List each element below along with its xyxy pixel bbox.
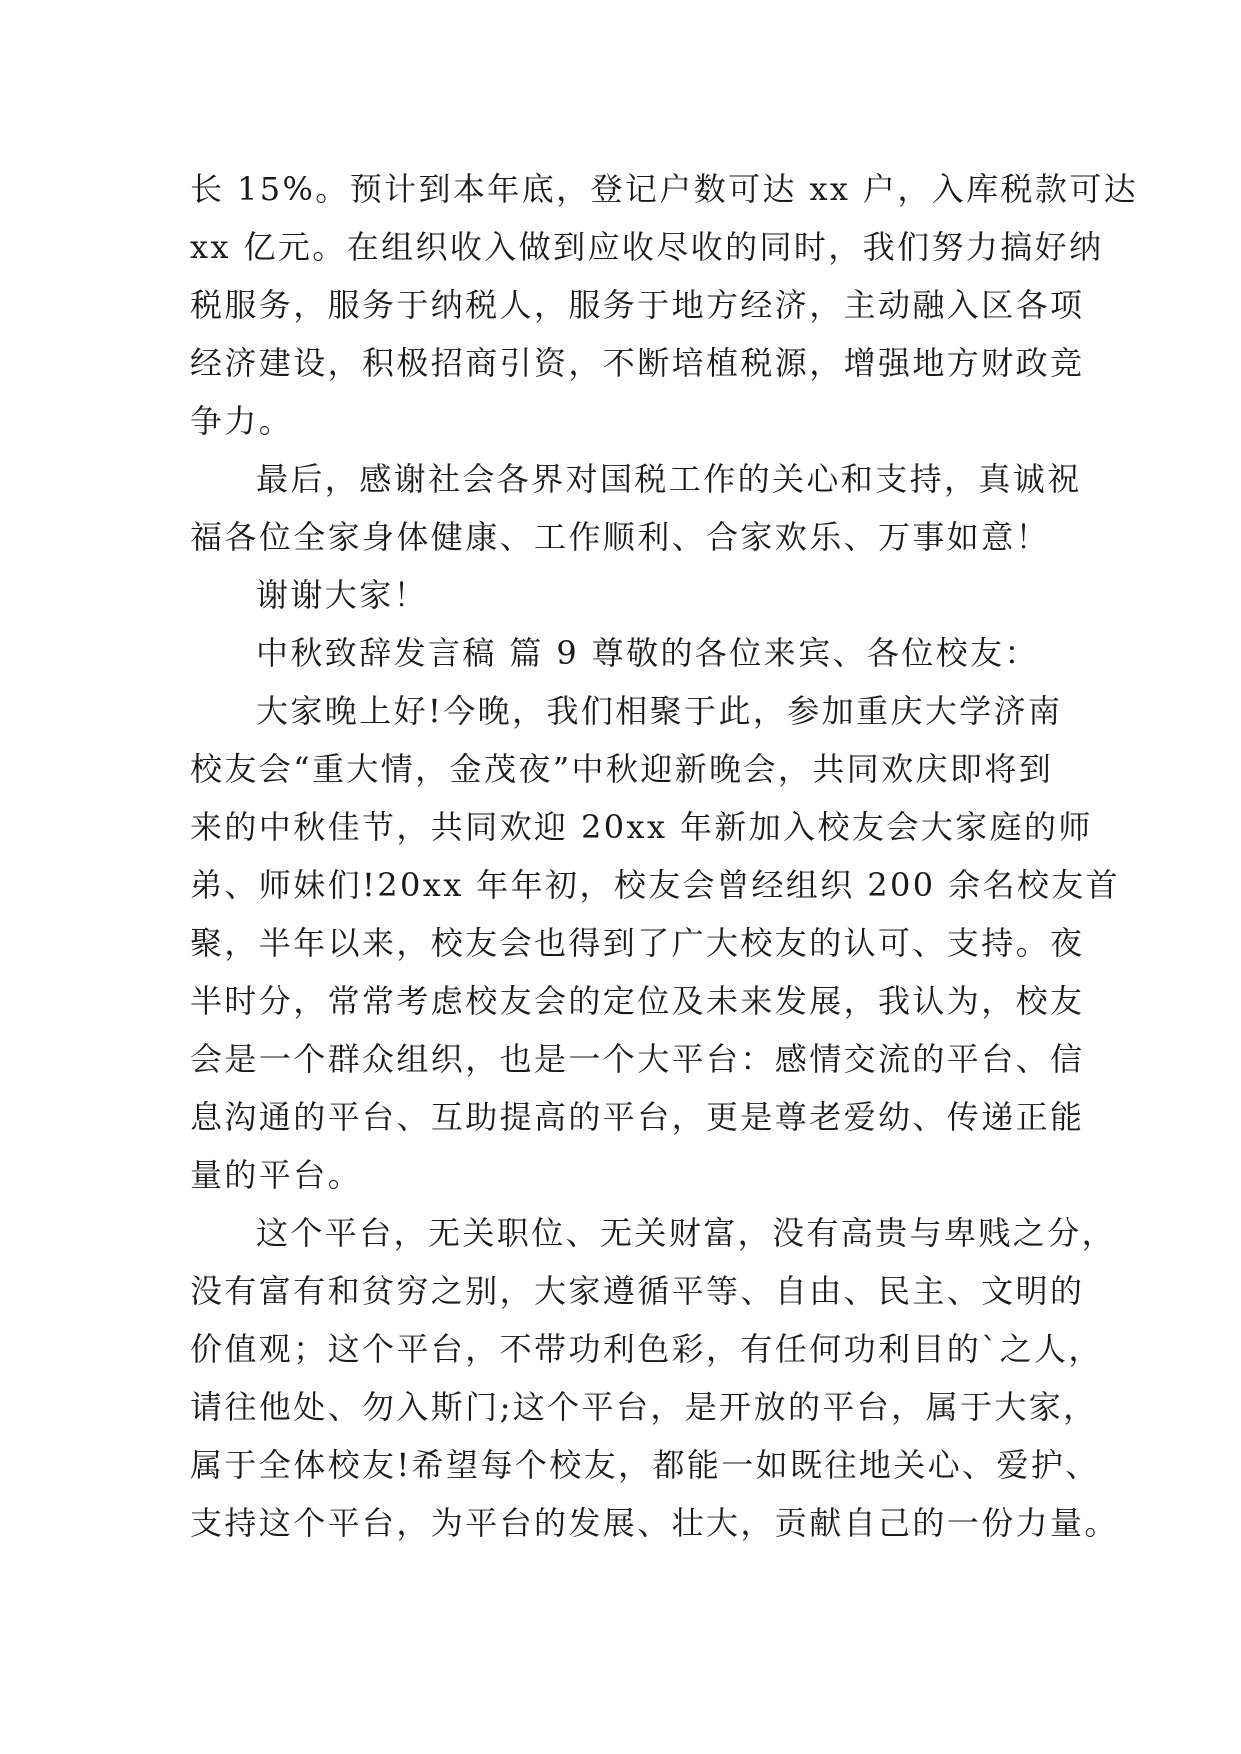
text-line: 最后，感谢社会各界对国税工作的关心和支持，真诚祝 [256,460,1082,498]
text-line: 会是一个群众组织，也是一个大平台：感情交流的平台、信 [190,1040,1085,1078]
document-body [190,160,1139,1552]
text-line: 息沟通的平台、互助提高的平台，更是尊老爱幼、传递正能 [190,1098,1085,1136]
text-line: 长 15%。预计到本年底，登记户数可达 xx 户，入库税款可达 [190,170,1139,208]
text-line: 请往他处、勿入斯门;这个平台，是开放的平台，属于大家， [190,1388,1098,1426]
text-line: xx 亿元。在组织收入做到应收尽收的同时，我们努力搞好纳 [190,228,1104,266]
text-line: 税服务，服务于纳税人，服务于地方经济，主动融入区各项 [190,286,1085,324]
text-line: 谢谢大家！ [256,576,429,614]
text-line: 聚，半年以来，校友会也得到了广大校友的认可、支持。夜 [190,924,1085,962]
text-line: 来的中秋佳节，共同欢迎 20xx 年新加入校友会大家庭的师 [190,808,1093,846]
text-line: 属于全体校友!希望每个校友，都能一如既往地关心、爱护、 [190,1446,1100,1484]
text-line: 争力。 [190,402,294,440]
text-line: 支持这个平台，为平台的发展、壮大，贡献自己的一份力量。 [190,1504,1119,1542]
text-line: 经济建设，积极招商引资，不断培植税源，增强地方财政竞 [190,344,1085,382]
text-line: 量的平台。 [190,1156,363,1194]
text-line: 这个平台，无关职位、无关财富，没有高贵与卑贱之分， [256,1214,1117,1252]
text-line: 弟、师妹们!20xx 年年初，校友会曾经组织 200 余名校友首 [190,866,1121,904]
text-line: 福各位全家身体健康、工作顺利、合家欢乐、万事如意！ [190,518,1051,556]
text-line: 没有富有和贫穷之别，大家遵循平等、自由、民主、文明的 [190,1272,1085,1310]
text-line: 大家晚上好!今晚，我们相聚于此，参加重庆大学济南 [256,692,1063,730]
section-heading-line: 中秋致辞发言稿 篇 9 尊敬的各位来宾、各位校友： [256,634,1039,672]
text-line: 价值观；这个平台，不带功利色彩，有任何功利目的`之人， [190,1330,1103,1368]
text-line: 校友会“重大情，金茂夜”中秋迎新晚会，共同欢庆即将到 [190,750,1054,788]
text-line: 半时分，常常考虑校友会的定位及未来发展，我认为，校友 [190,982,1085,1020]
